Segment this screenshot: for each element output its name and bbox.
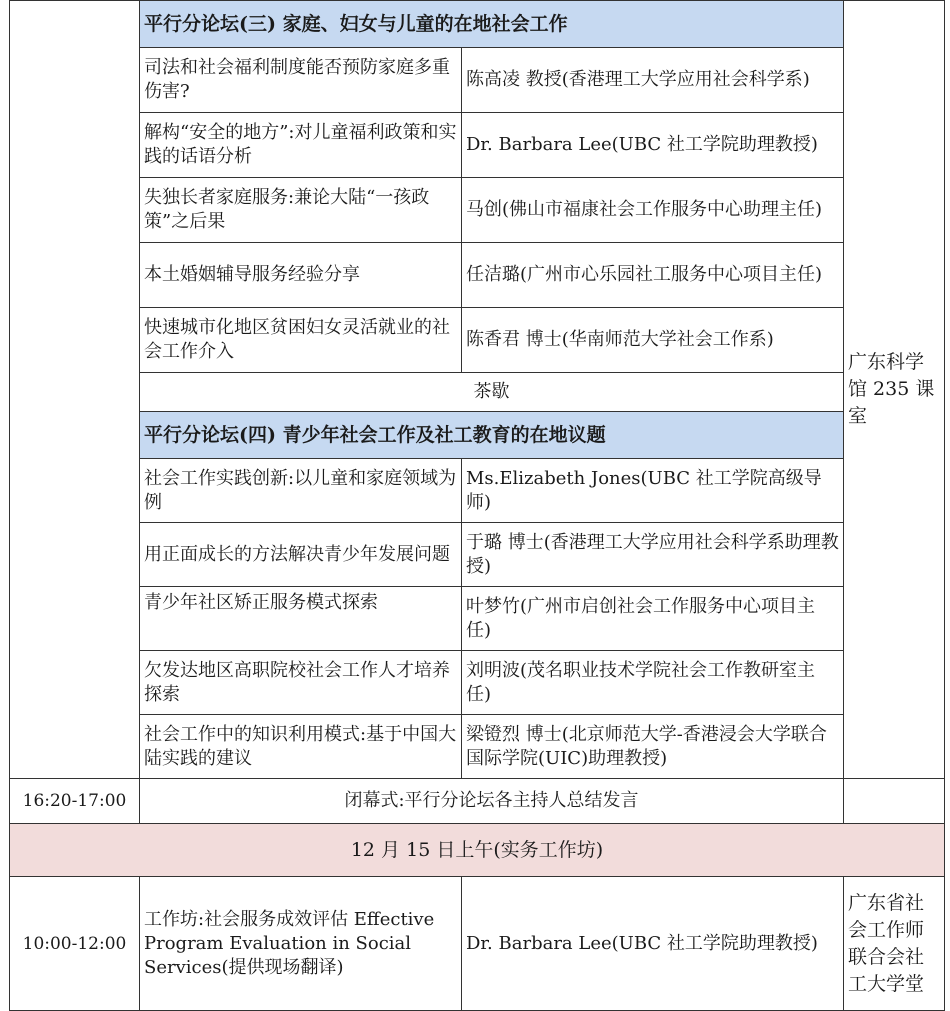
talk-topic: 失独长者家庭服务:兼论大陆“一孩政策”之后果 [140, 178, 462, 243]
workshop-venue [844, 877, 945, 1011]
closing-row [10, 779, 945, 824]
workshop-row [10, 877, 945, 1011]
table-row [10, 113, 945, 178]
forum4-header-row [10, 412, 945, 459]
talk-speaker: 马创(佛山市福康社会工作服务中心助理主任) [462, 178, 844, 243]
table-row [10, 308, 945, 373]
venue-text: 广东科学馆 235 课室 [848, 351, 935, 427]
tea-break-row [10, 373, 945, 412]
talk-topic: 快速城市化地区贫困妇女灵活就业的社会工作介入 [140, 308, 462, 373]
day-header-row [10, 824, 945, 877]
talk-topic: 用正面成长的方法解决青少年发展问题 [140, 523, 462, 587]
table-row [10, 715, 945, 779]
talk-topic: 司法和社会福利制度能否预防家庭多重伤害? [140, 48, 462, 113]
closing-time: 16:20-17:00 [10, 779, 140, 824]
workshop-venue-text: 广东省社会工作师联合会社工大学堂 [848, 891, 925, 995]
workshop-topic: 工作坊:社会服务成效评估 Effective Program Evaluation in Social Services(提供现场翻译) [140, 877, 462, 1011]
talk-topic: 欠发达地区高职院校社会工作人才培养探索 [140, 651, 462, 715]
schedule-table [9, 0, 945, 1011]
talk-speaker: 陈高凌 教授(香港理工大学应用社会科学系) [462, 48, 844, 113]
talk-speaker: Ms.Elizabeth Jones(UBC 社工学院高级导师) [462, 459, 844, 523]
forum3-header-row [10, 1, 945, 48]
talk-speaker: Dr. Barbara Lee(UBC 社工学院助理教授) [462, 113, 844, 178]
table-row [10, 523, 945, 587]
venue-cell [844, 1, 945, 779]
table-row [10, 178, 945, 243]
day-header: 12 月 15 日上午(实务工作坊) [10, 824, 945, 877]
time-cell-empty [10, 1, 140, 779]
talk-topic: 解构“安全的地方”:对儿童福利政策和实践的话语分析 [140, 113, 462, 178]
talk-topic: 社会工作中的知识利用模式:基于中国大陆实践的建议 [140, 715, 462, 779]
workshop-time: 10:00-12:00 [10, 877, 140, 1011]
workshop-speaker: Dr. Barbara Lee(UBC 社工学院助理教授) [462, 877, 844, 1011]
closing-venue-empty [844, 779, 945, 824]
talk-topic: 青少年社区矫正服务模式探索 [140, 587, 462, 651]
talk-speaker: 陈香君 博士(华南师范大学社会工作系) [462, 308, 844, 373]
table-row [10, 459, 945, 523]
table-row [10, 48, 945, 113]
talk-topic: 本土婚姻辅导服务经验分享 [140, 243, 462, 308]
talk-speaker: 叶梦竹(广州市启创社会工作服务中心项目主任) [462, 587, 844, 651]
table-row [10, 587, 945, 651]
talk-speaker: 梁镫烈 博士(北京师范大学-香港浸会大学联合国际学院(UIC)助理教授) [462, 715, 844, 779]
table-row [10, 243, 945, 308]
talk-speaker: 刘明波(茂名职业技术学院社会工作教研室主任) [462, 651, 844, 715]
forum3-title: 平行分论坛(三) 家庭、妇女与儿童的在地社会工作 [140, 1, 844, 48]
tea-break: 茶歇 [140, 373, 844, 412]
table-row [10, 651, 945, 715]
forum4-title: 平行分论坛(四) 青少年社会工作及社工教育的在地议题 [140, 412, 844, 459]
talk-speaker: 任洁璐(广州市心乐园社工服务中心项目主任) [462, 243, 844, 308]
closing-text: 闭幕式:平行分论坛各主持人总结发言 [140, 779, 844, 824]
talk-topic: 社会工作实践创新:以儿童和家庭领域为例 [140, 459, 462, 523]
talk-speaker: 于璐 博士(香港理工大学应用社会科学系助理教授) [462, 523, 844, 587]
